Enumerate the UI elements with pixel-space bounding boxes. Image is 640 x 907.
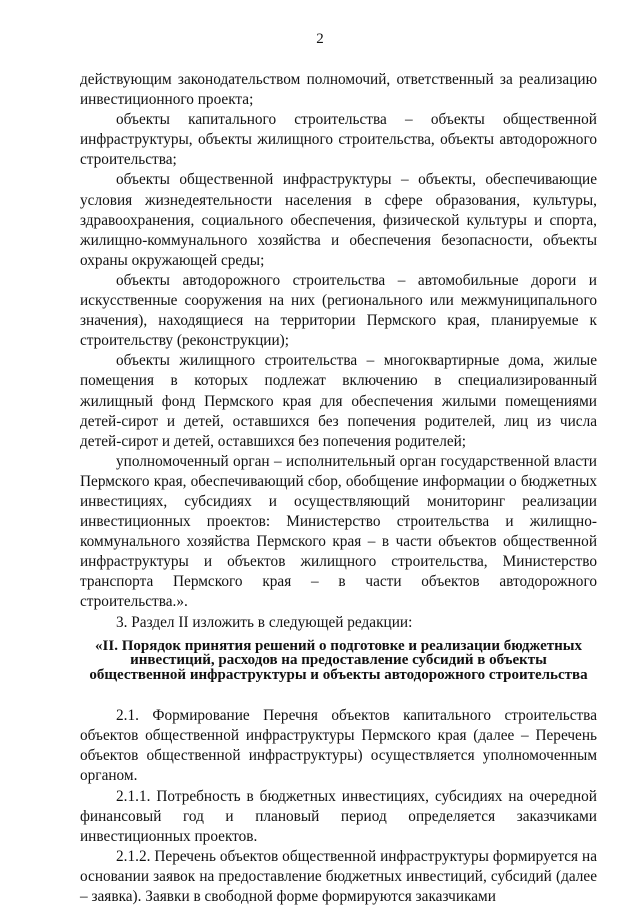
paragraph-housing-construction-definition: объекты жилищного строительства – многоквартирные дома, жилые помещения в которых подлежат включению в специализированный жилищный фонд Пермского края для обеспечения жилыми помещениями детей-сирот и детей, оставшихся без попечения родителей, лиц из числа детей-сирот и детей, оставшихся без попечения родителей; — [80, 352, 597, 450]
paragraph-authorized-body-definition: уполномоченный орган – исполнительный орган государственной власти Пермского края, обеспечивающий сбор, обобщение информации о бюджетных инвестициях, субсидиях и осуществляющий мониторинг реализации инвестиционных проектов: Министерство строительства и жилищно-коммунального хозяйства Пермского края – в части объектов общественной инфраструктуры и объектов жилищного строительства, Министерство транспорта Пермского края – в части объектов автодорожного строительства.». — [80, 452, 597, 611]
paragraph-2-1-1: 2.1.1. Потребность в бюджетных инвестициях, субсидиях на очередной финансовый год и плановый период определяется заказчиками инвестиционных проектов. — [80, 787, 597, 845]
paragraph-2-1: 2.1. Формирование Перечня объектов капитального строительства объектов общественной инфраструктуры Пермского края (далее – Перечень объектов общественной инфраструктуры) осуществляется уполномоченным органом. — [80, 707, 597, 785]
paragraph-road-construction-definition: объекты автодорожного строительства – автомобильные дороги и искусственные сооружения на них (регионального или межмуниципального значения), находящиеся на территории Пермского края, планируемые к строительству (реконструкции); — [80, 271, 597, 350]
paragraph-public-infrastructure-definition: объекты общественной инфраструктуры – объекты, обеспечивающие условия жизнедеятельности населения в сфере образования, культуры, здравоохранения, социального обеспечения, физической культуры и спорта, жилищно-коммунального хозяйства и обеспечения безопасности, объекты охраны окружающей среды; — [80, 171, 597, 269]
paragraph-capital-construction-definition: объекты капитального строительства – объекты общественной инфраструктуры, объекты жилищного строительства, объекты автодорожного строительства; — [80, 111, 597, 169]
paragraph-continuation: действующим законодательством полномочий, ответственный за реализацию инвестиционного проекта; — [80, 71, 597, 109]
section-heading: «II. Порядок принятия решений о подготовке и реализации бюджетных инвестиций, расходов на предоставление субсидий в объекты общественной инфраструктуры и объекты автодорожного строительства — [89, 637, 588, 683]
paragraph-2-1-2: 2.1.2. Перечень объектов общественной инфраструктуры формируется на основании заявок на предоставление бюджетных инвестиций, субсидий (далее – заявка). Заявки в свободной форме формируются заказчиками — [80, 847, 597, 905]
document-body — [80, 70, 597, 907]
page-number: 2 — [316, 31, 324, 47]
paragraph-section-amendment: 3. Раздел II изложить в следующей редакции: — [116, 613, 413, 631]
